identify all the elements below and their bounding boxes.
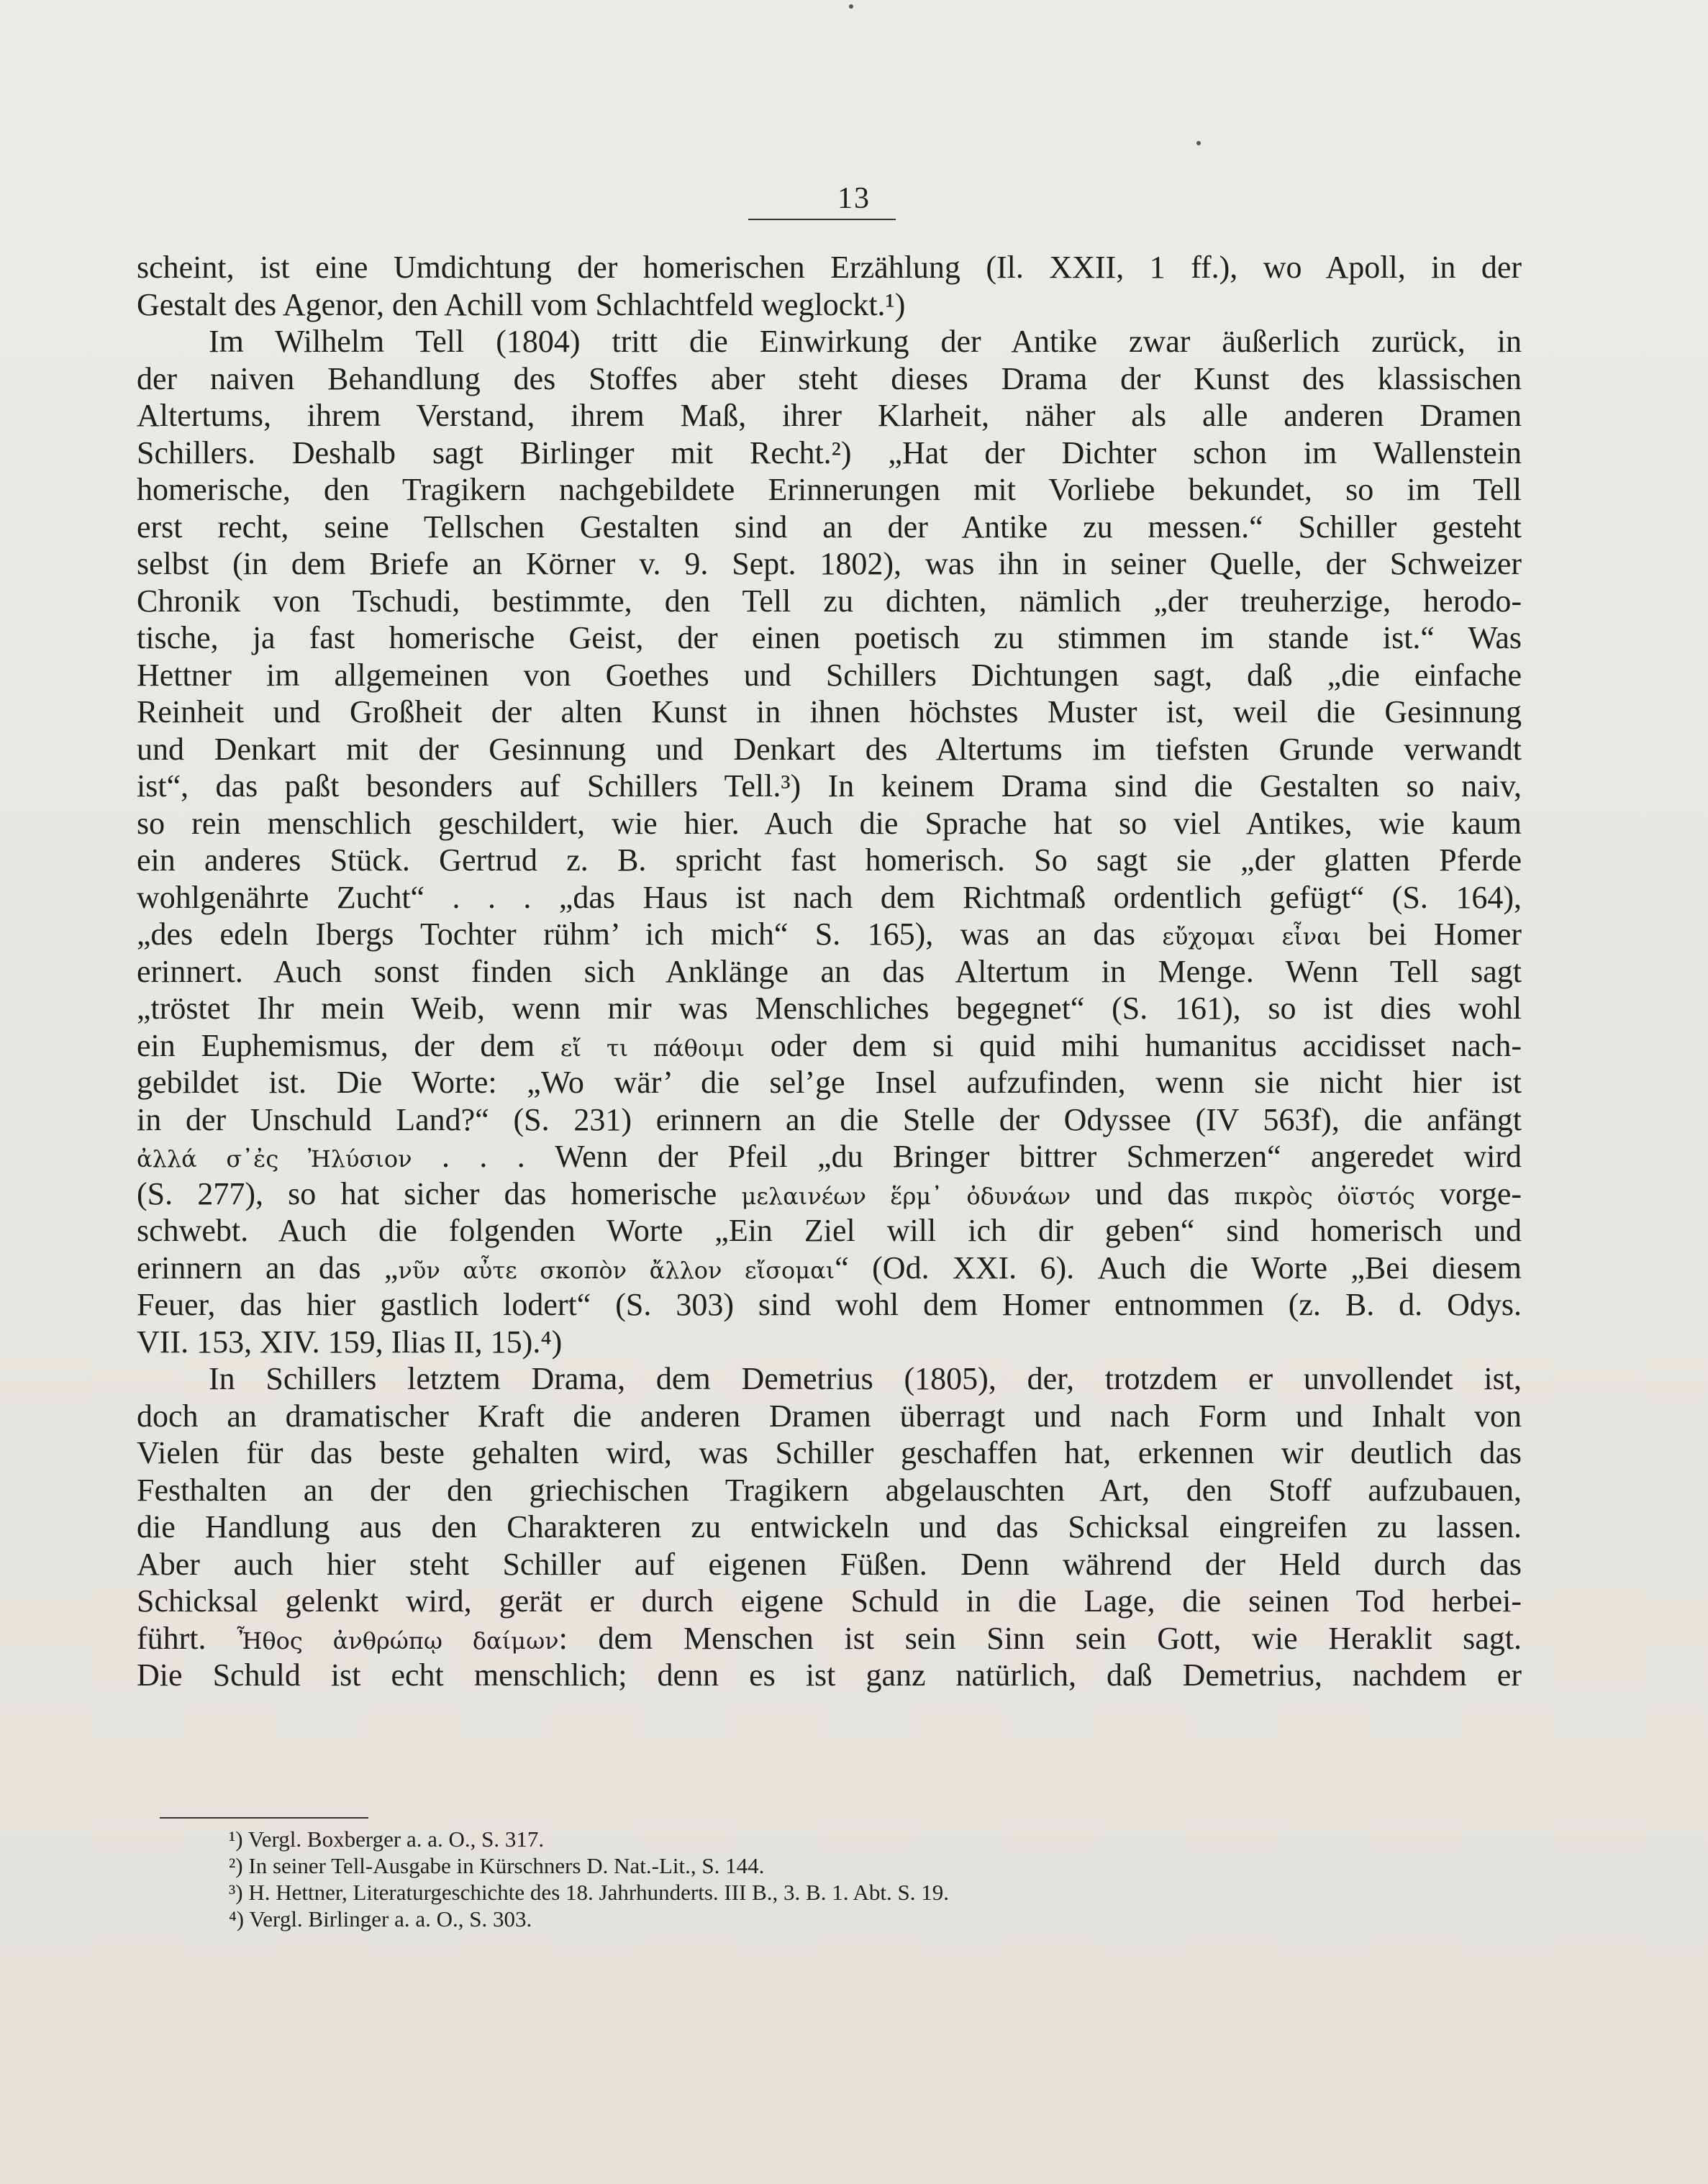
line-text: „des edeln Ibergs Tochter rühm’ ich mich“ S. 165), was an das bbox=[137, 916, 1163, 952]
line-text: “ (Od. XXI. 6). Auch die Worte „Bei diesem bbox=[835, 1250, 1522, 1286]
text-line bbox=[137, 397, 1522, 434]
line-text: Hettner im allgemeinen von Goethes und Schillers Dichtungen sagt, daß „die einfache bbox=[137, 657, 1522, 693]
text-line bbox=[137, 1250, 1522, 1287]
footnote-mark: ⁴) bbox=[229, 1906, 245, 1932]
line-text: vorge- bbox=[1414, 1175, 1522, 1211]
text-line bbox=[137, 619, 1522, 657]
line-text: gebildet ist. Die Worte: „Wo wär’ die sel’ge Insel aufzufinden, wenn sie nicht hier ist bbox=[137, 1065, 1522, 1100]
line-text: tische, ja fast homerische Geist, der einen poetisch zu stimmen im stande ist.“ Was bbox=[137, 620, 1522, 655]
line-text: VII. 153, XIV. 159, Ilias II, 15).⁴) bbox=[137, 1324, 563, 1360]
text-line bbox=[137, 286, 1522, 324]
line-text: Altertums, ihrem Verstand, ihrem Maß, ihrer Klarheit, näher als alle anderen Dramen bbox=[137, 398, 1522, 433]
line-text: selbst (in dem Briefe an Körner v. 9. Sept. 1802), was ihn in seiner Quelle, der Schweizer bbox=[137, 546, 1522, 581]
greek-quotation: εὔχομαι εἶναι bbox=[1162, 923, 1342, 950]
line-text: : dem Menschen ist sein Sinn sein Gott, wie Heraklit sagt. bbox=[558, 1620, 1522, 1656]
line-text: bei Homer bbox=[1341, 916, 1522, 952]
text-line bbox=[137, 249, 1522, 286]
footnote-text: Vergl. Boxberger a. a. O., S. 317. bbox=[247, 1826, 545, 1852]
line-text: Schillers. Deshalb sagt Birlinger mit Recht.²) „Hat der Dichter schon im Wallenstein bbox=[137, 434, 1522, 470]
line-text: ein Euphemismus, der dem bbox=[137, 1027, 560, 1063]
footnote-text: Vergl. Birlinger a. a. O., S. 303. bbox=[249, 1906, 532, 1932]
greek-quotation: πικρὸς ὀϊστός bbox=[1234, 1182, 1415, 1210]
footnote bbox=[229, 1906, 1308, 1932]
greek-quotation: νῦν αὖτε σκοπὸν ἄλλον εἴσομαι bbox=[398, 1256, 835, 1284]
footnote bbox=[229, 1879, 1308, 1906]
text-line bbox=[137, 509, 1522, 546]
line-text: in der Unschuld Land?“ (S. 231) erinnern an die Stelle der Odyssee (IV 563f), die anfängt bbox=[137, 1101, 1522, 1137]
page-number-rule bbox=[748, 219, 896, 220]
line-text: Feuer, das hier gastlich lodert“ (S. 303) sind wohl dem Homer entnommen (z. B. d. Odys. bbox=[137, 1287, 1522, 1322]
greek-quotation: εἴ τι πάθοιμι bbox=[560, 1034, 745, 1062]
page-number: 13 bbox=[837, 182, 871, 215]
line-text: Die Schuld ist echt menschlich; denn es ist ganz natürlich, daß Demetrius, nachdem er bbox=[137, 1657, 1522, 1693]
text-line bbox=[137, 805, 1522, 842]
text-line bbox=[137, 693, 1522, 731]
text-line bbox=[137, 1657, 1522, 1694]
text-line bbox=[137, 1064, 1522, 1101]
line-text: so rein menschlich geschildert, wie hier. Auch die Sprache hat so viel Antikes, wie kaum bbox=[137, 805, 1522, 841]
text-line bbox=[137, 1546, 1522, 1583]
line-text: doch an dramatischer Kraft die anderen Dramen überragt und nach Form und Inhalt von bbox=[137, 1398, 1522, 1434]
text-line bbox=[137, 583, 1522, 620]
text-line bbox=[137, 545, 1522, 583]
text-line bbox=[137, 842, 1522, 879]
text-line bbox=[137, 1620, 1522, 1657]
line-text: erinnert. Auch sonst finden sich Anklänge an das Altertum in Menge. Wenn Tell sagt bbox=[137, 953, 1522, 989]
line-text: . . . Wenn der Pfeil „du Bringer bittrer Schmerzen“ angeredet wird bbox=[412, 1139, 1522, 1174]
footnote bbox=[229, 1852, 1308, 1879]
line-text: Im Wilhelm Tell (1804) tritt die Einwirkung der Antike zwar äußerlich zurück, in bbox=[209, 324, 1522, 359]
text-line bbox=[137, 1472, 1522, 1509]
line-text: die Handlung aus den Charakteren zu entwickeln und das Schicksal eingreifen zu lassen. bbox=[137, 1509, 1522, 1544]
line-text: Aber auch hier steht Schiller auf eigenen Füßen. Denn während der Held durch das bbox=[137, 1546, 1522, 1582]
greek-quotation: μελαινέων ἕρμ᾽ ὀδυνάων bbox=[741, 1182, 1071, 1210]
line-text: Schicksal gelenkt wird, gerät er durch eigene Schuld in die Lage, die seinen Tod herbei- bbox=[137, 1583, 1522, 1619]
footnote-mark: ²) bbox=[229, 1853, 243, 1878]
line-text: und das bbox=[1071, 1175, 1235, 1211]
line-text: Chronik von Tschudi, bestimmte, den Tell zu dichten, nämlich „der treuherzige, herodo- bbox=[137, 583, 1522, 619]
footnote-text: In seiner Tell-Ausgabe in Kürschners D. Nat.-Lit., S. 144. bbox=[248, 1853, 765, 1878]
text-line bbox=[137, 1324, 1522, 1361]
line-text: schwebt. Auch die folgenden Worte „Ein Ziel will ich dir geben“ sind homerisch und bbox=[137, 1213, 1522, 1248]
text-line bbox=[137, 360, 1522, 398]
footnote-mark: ³) bbox=[229, 1880, 243, 1905]
footnote bbox=[229, 1826, 1308, 1852]
text-line bbox=[137, 1583, 1522, 1620]
text-line bbox=[137, 1360, 1522, 1398]
line-text: der naiven Behandlung des Stoffes aber steht dieses Drama der Kunst des klassischen bbox=[137, 360, 1522, 396]
text-line bbox=[137, 879, 1522, 916]
text-line bbox=[137, 1286, 1522, 1324]
line-text: „tröstet Ihr mein Weib, wenn mir was Menschliches begegnet“ (S. 161), so ist dies wohl bbox=[137, 991, 1522, 1026]
line-text: Gestalt des Agenor, den Achill vom Schlachtfeld weglockt.¹) bbox=[137, 286, 906, 322]
text-line bbox=[137, 953, 1522, 991]
text-line bbox=[137, 1509, 1522, 1546]
text-line bbox=[137, 731, 1522, 768]
text-line bbox=[137, 768, 1522, 805]
line-text: homerische, den Tragikern nachgebildete Erinnerungen mit Vorliebe bekundet, so im Tell bbox=[137, 472, 1522, 507]
line-text: oder dem si quid mihi humanitus accidisset nach- bbox=[745, 1027, 1522, 1063]
footnotes bbox=[229, 1826, 1308, 1932]
line-text: ist“, das paßt besonders auf Schillers Tell.³) In keinem Drama sind die Gestalten so naiv, bbox=[137, 768, 1522, 804]
line-text: und Denkart mit der Gesinnung und Denkart des Altertums im tiefsten Grunde verwandt bbox=[137, 731, 1522, 767]
text-line bbox=[137, 434, 1522, 472]
line-text: erinnern an das „ bbox=[137, 1250, 399, 1286]
text-line bbox=[137, 1212, 1522, 1250]
greek-quotation: ἀλλά σ᾽ἐς Ἠλύσιον bbox=[137, 1145, 412, 1173]
greek-quotation: Ἦθος ἀνθρώπῳ δαίμων bbox=[237, 1626, 559, 1655]
body-text bbox=[137, 249, 1522, 1694]
text-line bbox=[137, 990, 1522, 1027]
line-text: erst recht, seine Tellschen Gestalten sind an der Antike zu messen.“ Schiller gesteht bbox=[137, 509, 1522, 545]
text-line bbox=[137, 1138, 1522, 1175]
text-line bbox=[137, 1398, 1522, 1435]
line-text: In Schillers letztem Drama, dem Demetrius (1805), der, trotzdem er unvollendet ist, bbox=[209, 1361, 1522, 1396]
line-text: Reinheit und Großheit der alten Kunst in ihnen höchstes Muster ist, weil die Gesinnung bbox=[137, 694, 1522, 729]
footnote-rule bbox=[160, 1817, 368, 1819]
line-text: Festhalten an der den griechischen Tragikern abgelauschten Art, den Stoff aufzubauen, bbox=[137, 1472, 1522, 1508]
text-line bbox=[137, 657, 1522, 694]
line-text: ein anderes Stück. Gertrud z. B. spricht fast homerisch. So sagt sie „der glatten Pferde bbox=[137, 842, 1522, 878]
text-line bbox=[137, 1027, 1522, 1065]
line-text: (S. 277), so hat sicher das homerische bbox=[137, 1175, 742, 1211]
text-line bbox=[137, 916, 1522, 953]
line-text: scheint, ist eine Umdichtung der homerischen Erzählung (Il. XXII, 1 ff.), wo Apoll, in der bbox=[137, 250, 1522, 285]
text-line bbox=[137, 471, 1522, 509]
ink-speck bbox=[1196, 141, 1201, 145]
line-text: Vielen für das beste gehalten wird, was Schiller geschaffen hat, erkennen wir deutlich das bbox=[137, 1435, 1522, 1470]
footnote-mark: ¹) bbox=[229, 1826, 243, 1852]
text-line bbox=[137, 323, 1522, 360]
text-line bbox=[137, 1101, 1522, 1139]
footnote-text: H. Hettner, Literaturgeschichte des 18. Jahrhunderts. III B., 3. B. 1. Abt. S. 19. bbox=[248, 1880, 950, 1905]
line-text: führt. bbox=[137, 1620, 237, 1656]
text-line bbox=[137, 1175, 1522, 1213]
ink-speck bbox=[849, 4, 853, 9]
text-line bbox=[137, 1434, 1522, 1472]
line-text: wohlgenährte Zucht“ . . . „das Haus ist nach dem Richtmaß ordentlich gefügt“ (S. 164), bbox=[137, 879, 1522, 915]
